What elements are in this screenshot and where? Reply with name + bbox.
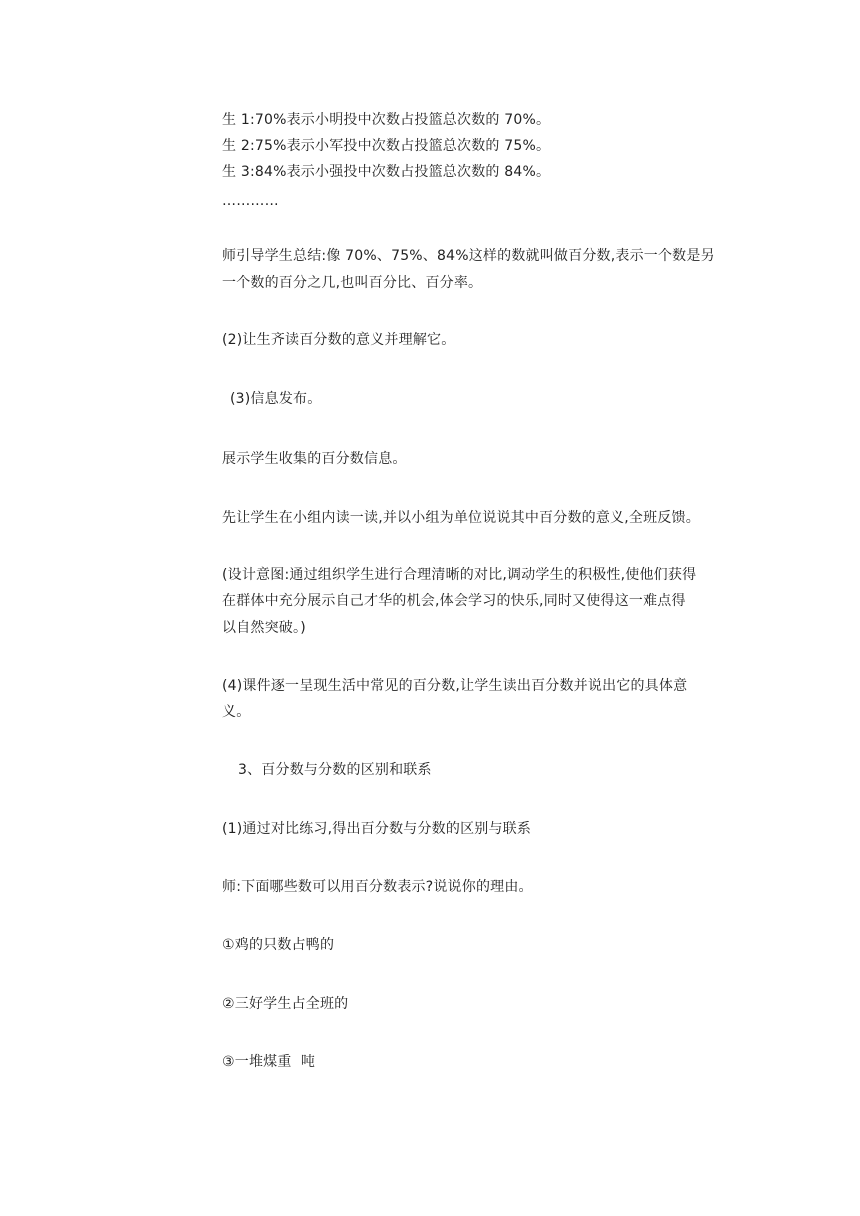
group-reading-paragraph: 先让学生在小组内读一读,并以小组为单位说说其中百分数的意义,全班反馈。 [222, 510, 700, 526]
exercise-item-1: ①鸡的只数占鸭的 [222, 937, 335, 953]
step-4-line-1: (4)课件逐一呈现生活中常见的百分数,让学生读出百分数并说出它的具体意 [222, 678, 688, 694]
design-intent-line-1: (设计意图:通过组织学生进行合理清晰的对比,调动学生的积极性,使他们获得 [222, 567, 697, 583]
show-info-paragraph: 展示学生收集的百分数信息。 [222, 451, 407, 467]
design-intent-line-3: 以自然突破。) [222, 620, 306, 636]
exercise-item-3: ③一堆煤重 吨 [222, 1054, 316, 1070]
student-answer-1: 生 1:70%表示小明投中次数占投篮总次数的 70%。 [222, 112, 551, 128]
section-3-heading: 3、百分数与分数的区别和联系 [238, 762, 432, 778]
step-3-paragraph: (3)信息发布。 [230, 391, 322, 407]
teacher-summary-line-1: 师引导学生总结:像 70%、75%、84%这样的数就叫做百分数,表示一个数是另 [222, 248, 715, 264]
teacher-summary-line-2: 一个数的百分之几,也叫百分比、百分率。 [222, 275, 483, 291]
student-answer-3: 生 3:84%表示小强投中次数占投篮总次数的 84%。 [222, 164, 551, 180]
step-4-line-2: 义。 [222, 704, 251, 720]
exercise-item-2: ②三好学生占全班的 [222, 996, 349, 1012]
comparison-practice-paragraph: (1)通过对比练习,得出百分数与分数的区别与联系 [222, 821, 532, 837]
student-answer-2: 生 2:75%表示小军投中次数占投篮总次数的 75%。 [222, 138, 551, 154]
ellipsis-line: ………… [222, 193, 279, 209]
step-2-paragraph: (2)让生齐读百分数的意义并理解它。 [222, 332, 456, 348]
design-intent-line-2: 在群体中充分展示自己才华的机会,体会学习的快乐,同时又使得这一难点得 [222, 593, 686, 609]
teacher-question-paragraph: 师:下面哪些数可以用百分数表示?说说你的理由。 [222, 879, 533, 895]
